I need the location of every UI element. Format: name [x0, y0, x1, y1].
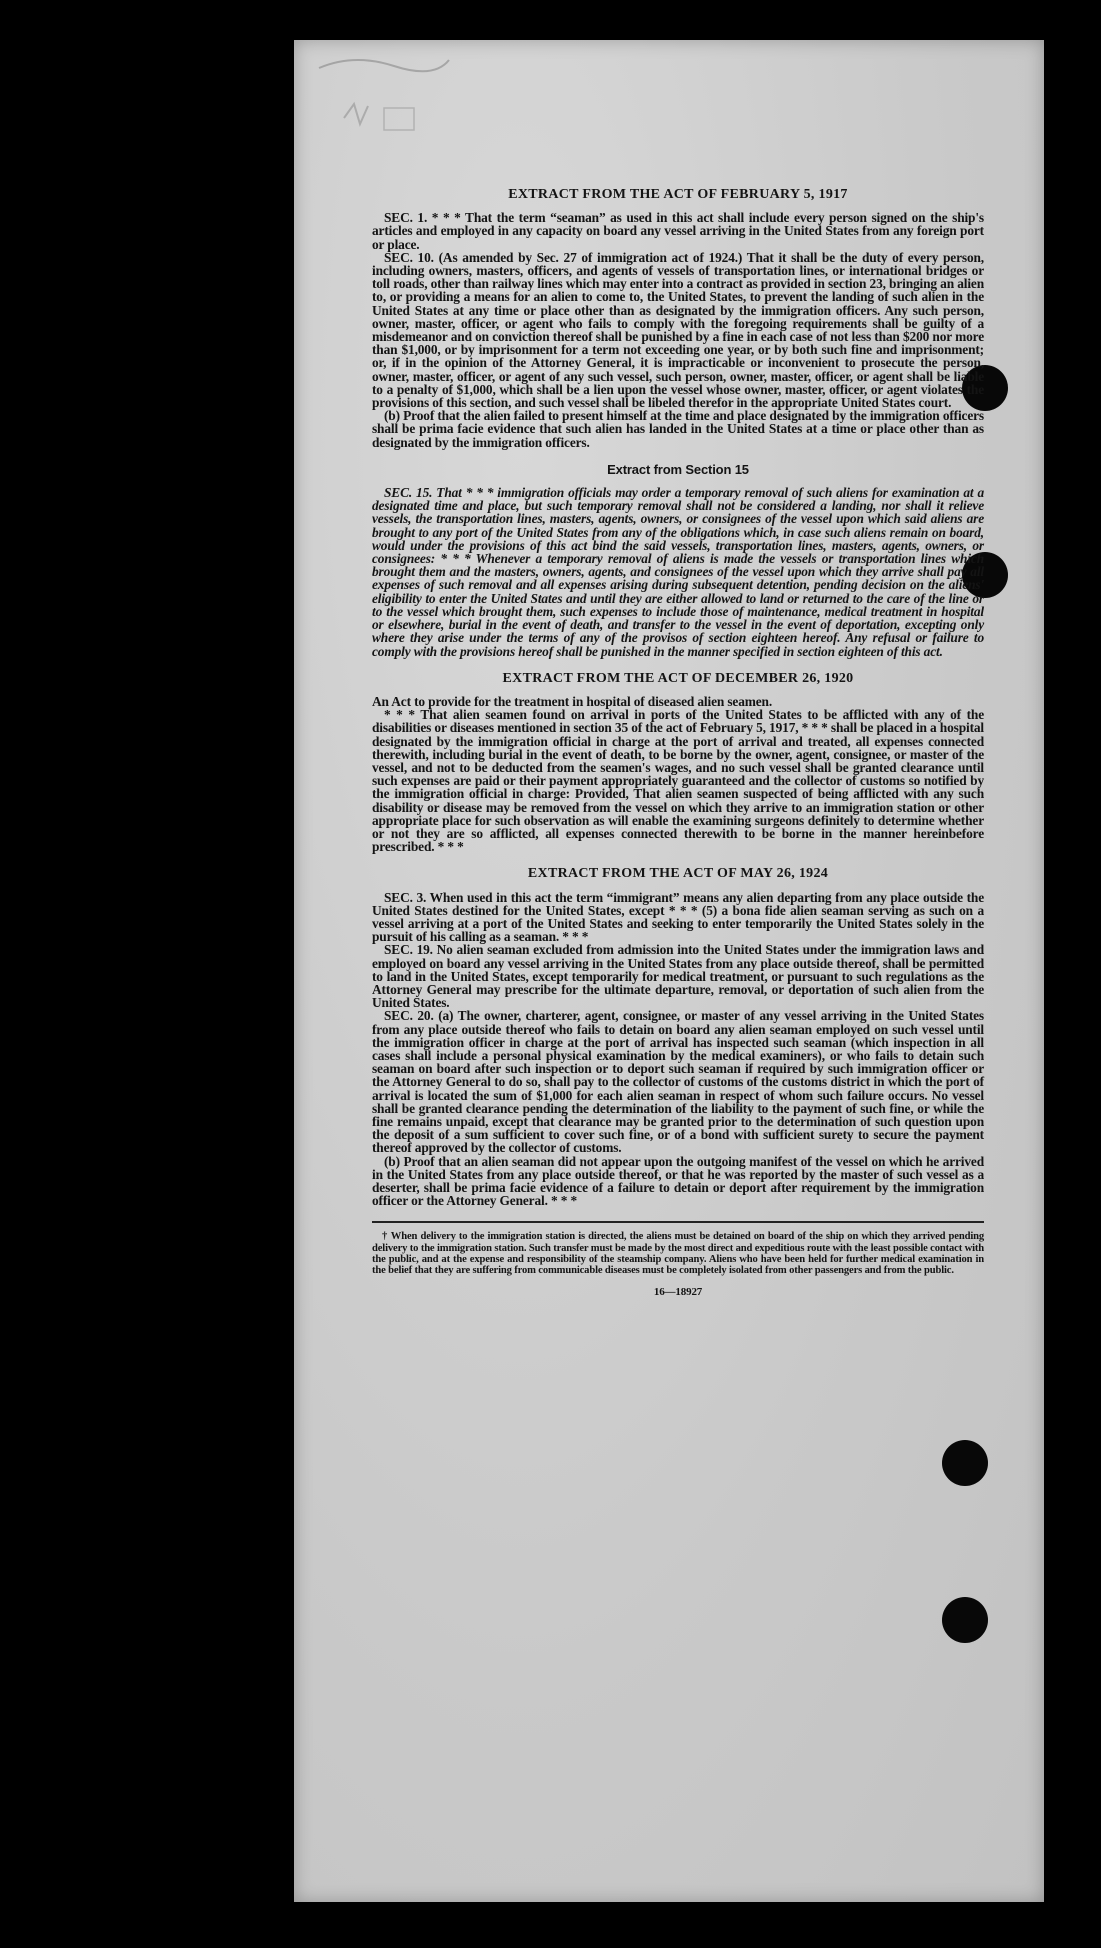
sec-19-paragraph: SEC. 19. No alien seaman excluded from admission into the United States under the immigration laws and employed on board any vessel arriving in the United States from any place outside thereof, shall be permitted to land in the United States, except temporarily for medical treatment, or pursuant to such regulations as the Attorney General may prescribe for the ultimate departure, removal, or deportation of such alien from the United States.	[372, 942, 984, 1011]
act-1924-heading: EXTRACT FROM THE ACT OF MAY 26, 1924	[527, 866, 829, 882]
act-1924-extract	[372, 867, 984, 1207]
sec-10-paragraph: SEC. 10. (As amended by Sec. 27 of immigration act of 1924.) That it shall be the duty of every person, including owners, masters, officers, and agents of vessels of transportation lines, or international bridges or toll roads, other than railway lines which may enter into a contract as provided in section 23, bringing an alien to, or providing a means for an alien to come to, the United States, to prevent the landing of such alien in the United States at any time or place other than as designated by the immigration officers. Any such person, owner, master, officer, or agent who fails to comply with the foregoing requirements shall be guilty of a misdemeanor and on conviction thereof shall be punished by a fine in each case of not less than $200 nor more than $1,000, or by imprisonment for a term not exceeding one year, or by both such fine and imprisonment; or, if in the opinion of the Attorney General, it is impracticable or inconvenient to prosecute the person, owner, master, officer, or agent of any such vessel, such person, owner, master, officer, or agent shall be liable to a penalty of $1,000, which shall be a lien upon the vessel whose owner, master, officer, or agent violates the provisions of this section, and such vessel shall be libeled therefor in the appropriate United States court.	[372, 249, 984, 411]
document-page	[294, 40, 1044, 1902]
sec-15-paragraph: SEC. 15. That * * * immigration officials may order a temporary removal of such aliens for examination at a designated time and place, but such temporary removal shall not be considered a landing, nor shall it relieve vessels, the transportation lines, masters, agents, owners, or consignees of the vessel upon which said aliens are brought to any port of the United States from any of the obligations which, in case such aliens remain on board, would under the provisions of this act bind the said vessels, transportation lines, masters, agents, owners, or consignees: * * * Whenever a temporary removal of aliens is made the vessels or transportation lines which brought them and the masters, owners, agents, and consignees of the vessel upon which they arrive shall pay all expenses of such removal and all expenses arising during subsequent detention, pending decision on the aliens' eligibility to enter the United States and until they are either allowed to land or returned to the care of the line or to the vessel which brought them, such expenses to include those of maintenance, medical treatment in hospital or elsewhere, burial in the event of death, and transfer to the vessel in the event of deportation, excepting only where they arise under the terms of any of the provisos of section eighteen hereof. Any refusal or failure to comply with the provisions hereof shall be punished in the manner specified in section eighteen of this act.	[372, 485, 984, 659]
sec-20b-paragraph: (b) Proof that an alien seaman did not appear upon the outgoing manifest of the vessel on which he arrived in the United States from any place outside thereof, or that he was reported by the master of such vessel as a deserter, shall be prima facie evidence of a failure to detain or deport after requirement by the immigration officer or the Attorney General. * * *	[372, 1153, 984, 1209]
footnote-divider	[372, 1221, 984, 1223]
act-1917-heading: EXTRACT FROM THE ACT OF FEBRUARY 5, 1917	[508, 187, 848, 202]
sec-1-paragraph: SEC. 1. * * * That the term “seaman” as used in this act shall include every person signed on the ship's articles and employed in any capacity on board any vessel arriving in the United States from any foreign port or place.	[372, 210, 984, 252]
hospital-paragraph: * * * That alien seamen found on arrival in ports of the United States to be afflicted with any of the disabilities or diseases mentioned in section 35 of the act of February 5, 1917, * * * shall be placed in a hospital designated by the immigration official in charge at the port of arrival and treated, all expenses connected therewith, including burial in the event of death, to be borne by the owner, agent, consignee, or master of the vessel, and not to be deducted from the seamen's wages, and no such vessel shall be granted clearance until such expenses are paid or their payment appropriately guaranteed and the collector of customs so notified by the immigration official in charge: Provided, That alien seamen suspected of being afflicted with any such disability or disease may be removed from the vessel on which they arrive to an immigration station or other appropriate place for such observation as will enable the examining surgeons definitely to determine whether or not they are so afflicted, all expenses connected therewith to be borne in the manner hereinbefore prescribed. * * *	[372, 707, 984, 855]
sec-3-paragraph: SEC. 3. When used in this act the term “immigrant” means any alien departing from any place outside the United States destined for the United States, except * * * (5) a bona fide alien seaman serving as such on a vessel arriving at a port of the United States and seeking to enter temporarily the United States solely in the pursuit of his calling as a seaman. * * *	[372, 889, 984, 945]
form-number: 16—18927	[653, 1286, 703, 1299]
act-1917-extract	[372, 188, 984, 449]
stamp-marks	[314, 48, 454, 158]
act-1920-heading: EXTRACT FROM THE ACT OF DECEMBER 26, 1920	[502, 670, 854, 686]
punch-hole	[942, 1597, 988, 1643]
sec-20a-paragraph: SEC. 20. (a) The owner, charterer, agent, consignee, or master of any vessel arriving in the United States from any place outside thereof who fails to detain on board any alien seaman employed on such vessel until the immigration officer in charge at the port of arrival has inspected such seaman (which inspection in all cases shall include a personal physical examination by the medical examiners), or who fails to detain such seaman on board after such inspection or to deport such seaman if required by such immigration officer or the Attorney General to do so, shall pay to the collector of customs of the customs district in which the port of arrival is located the sum of $1,000 for each alien seaman in respect of whom such failure occurs. No vessel shall be granted clearance pending the determination of the liability to the payment of such fine, or while the fine remains unpaid, except that clearance may be granted prior to the determination of such question upon the deposit of a sum sufficient to cover such fine, or of a bond with sufficient surety to secure the payment thereof approved by the collector of customs.	[372, 1008, 984, 1156]
footnote: † When delivery to the immigration station is directed, the aliens must be detained on board of the ship on which they arrived pending delivery to the immigration station. Such transfer must be made by the most direct and expeditious route with the least possible contact with the public, and at the expense and responsibility of the steamship company. Aliens who have been held for further medical examination in the belief that they are suffering from communicable diseases must be completely isolated from other passengers and from the public.	[372, 1231, 984, 1277]
punch-hole	[942, 1440, 988, 1486]
section-15-heading: Extract from Section 15	[607, 461, 749, 477]
proof-paragraph: (b) Proof that the alien failed to present himself at the time and place designated by the immigration officers shall be prima facie evidence that such alien has landed in the United States at a time or place other than as designated by the immigration officers.	[372, 408, 984, 450]
section-15-extract	[372, 463, 984, 658]
act-title-paragraph: An Act to provide for the treatment in hospital of diseased alien seamen.	[372, 693, 773, 709]
act-1920-extract	[372, 672, 984, 854]
document-body	[372, 188, 984, 1299]
